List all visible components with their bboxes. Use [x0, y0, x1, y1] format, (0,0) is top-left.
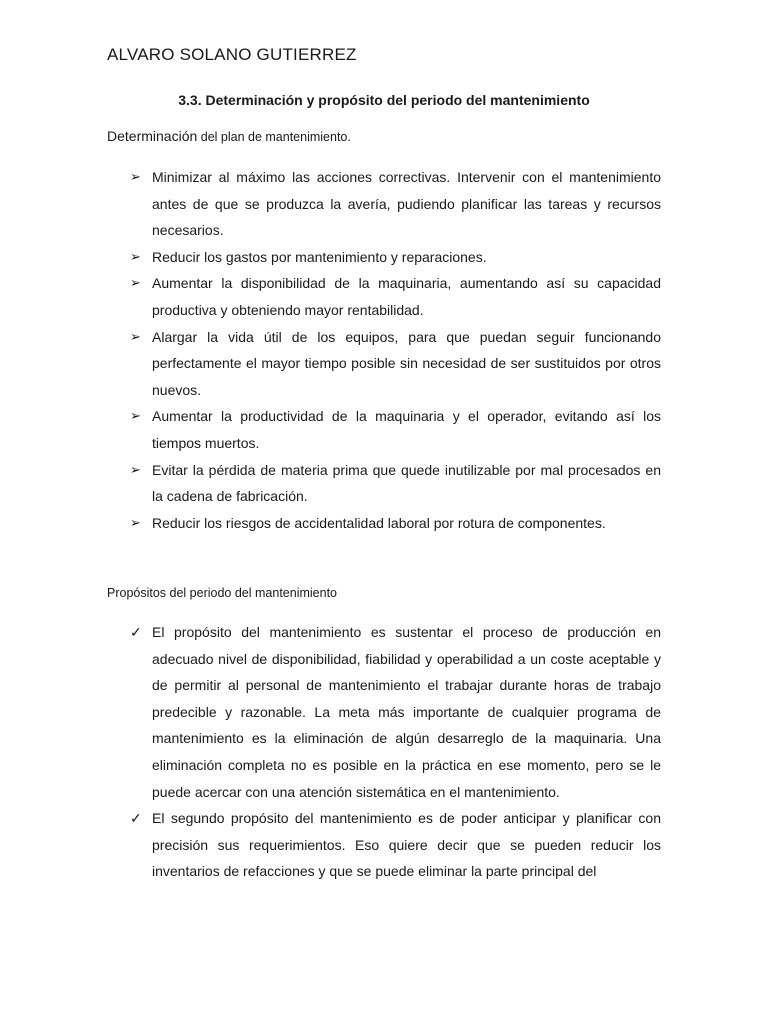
list-item-text: Reducir los gastos por mantenimiento y reparaciones. — [152, 248, 487, 265]
list-item-text: Reducir los riesgos de accidentalidad laboral por rotura de componentes. — [152, 514, 606, 531]
list-item — [130, 324, 661, 404]
arrowhead-bullet-icon: ➢ — [130, 461, 141, 477]
arrowhead-bullet-icon: ➢ — [130, 408, 141, 424]
list-item-text: Minimizar al máximo las acciones correctivas. Intervenir con el mantenimiento antes de que se produzca la avería, pudiendo planificar las tareas y recursos necesarios. — [152, 169, 661, 239]
section-title: 3.3. Determinación y propósito del periodo del mantenimiento — [178, 92, 590, 108]
subheading-propositos: Propósitos del periodo del mantenimiento — [107, 586, 337, 600]
subheading-determinacion-rest: del plan de mantenimiento. — [197, 130, 351, 144]
arrowhead-bullet-icon: ➢ — [130, 275, 141, 291]
checkmark-bullet-icon: ✓ — [130, 624, 142, 640]
arrowhead-bullet-icon: ➢ — [130, 514, 141, 530]
determinacion-list — [130, 164, 661, 536]
list-item — [130, 457, 661, 510]
subheading-determinacion — [107, 128, 351, 144]
list-item — [130, 619, 661, 805]
list-item — [130, 805, 661, 885]
subheading-determinacion-lead: Determinación — [107, 128, 198, 144]
list-item — [130, 510, 661, 537]
propositos-list — [130, 619, 661, 885]
list-item — [130, 244, 661, 271]
author-name: ALVARO SOLANO GUTIERREZ — [107, 45, 357, 64]
list-item-text: Alargar la vida útil de los equipos, para que puedan seguir funcionando perfectamente el mayor tiempo posible sin necesidad de ser sustituidos por otros nuevos. — [152, 328, 661, 398]
list-item — [130, 270, 661, 323]
list-item-text: Aumentar la disponibilidad de la maquinaria, aumentando así su capacidad productiva y obteniendo mayor rentabilidad. — [152, 275, 661, 318]
list-item-text: El propósito del mantenimiento es sustentar el proceso de producción en adecuado nivel de disponibilidad, fiabilidad y operabilidad a un coste aceptable y de permitir al personal de mantenimiento el trabajar durante horas de trabajo predecible y razonable. La meta más importante de cualquier programa de mantenimiento es la eliminación de algún desarreglo de la maquinaria. Una eliminación completa no es posible en la práctica en ese momento, pero se le puede acercar con una atención sistemática en el mantenimiento. — [152, 624, 661, 800]
arrowhead-bullet-icon: ➢ — [130, 328, 141, 344]
list-item-text: Evitar la pérdida de materia prima que quede inutilizable por mal procesados en la cadena de fabricación. — [152, 461, 661, 505]
list-item-text: El segundo propósito del mantenimiento es de poder anticipar y planificar con precisión sus requerimientos. Eso quiere decir que se pueden reducir los inventarios de refacciones y que se puede eliminar la parte principal del — [152, 810, 661, 880]
arrowhead-bullet-icon: ➢ — [130, 248, 141, 264]
arrowhead-bullet-icon: ➢ — [130, 169, 141, 184]
list-item — [130, 164, 661, 244]
checkmark-bullet-icon: ✓ — [130, 810, 142, 827]
list-item-text: Aumentar la productividad de la maquinaria y el operador, evitando así los tiempos muertos. — [152, 408, 661, 451]
list-item — [130, 403, 661, 456]
